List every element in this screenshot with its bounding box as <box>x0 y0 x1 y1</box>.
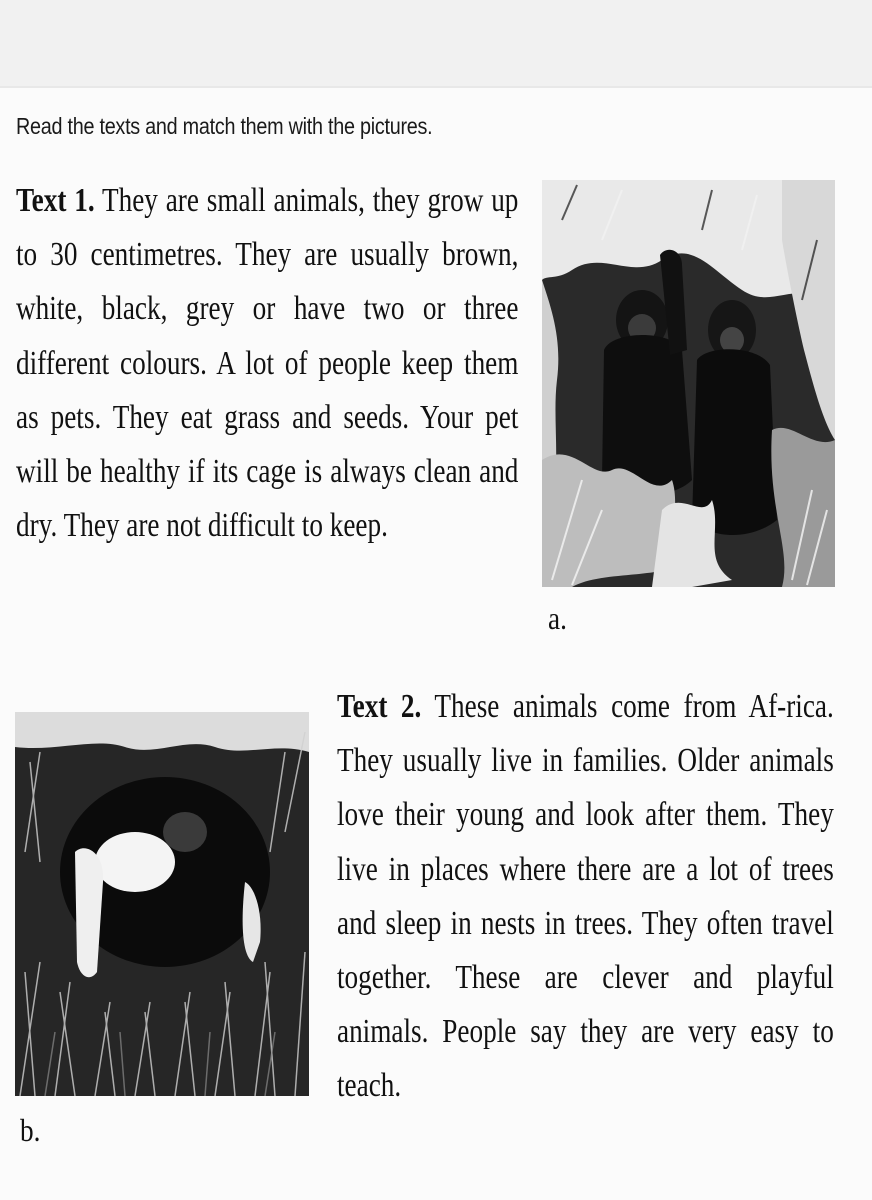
text-1-paragraph <box>16 174 519 553</box>
picture-a-label: a. <box>548 600 567 636</box>
exercise-instruction: Read the texts and match them with the pictures. <box>16 113 433 139</box>
text-2-heading: Text 2. <box>337 688 422 725</box>
scan-page-edge <box>0 86 872 88</box>
text-1-heading: Text 1. <box>16 182 95 219</box>
picture-b-guinea-pig <box>15 712 309 1096</box>
chimpanzees-photo-graphic <box>542 180 835 587</box>
text-1-body: They are small animals, they grow up to 30 centimetres. They are usually brown, white, black, grey or have two or three different colours. A lot of people keep them as pets. They eat grass and seeds. Your pet will be healthy if its cage is always clean and dry. They are not difficult to keep. <box>16 182 519 545</box>
text-2-body: These animals come from Af-rica. They usually live in families. Older animals love their young and look after them. They live in places where there are a lot of trees and sleep in nests in trees. They often travel together. These are clever and playful animals. People say they are very easy to teach. <box>337 688 834 1105</box>
guinea-pig-photo-graphic <box>15 712 309 1096</box>
scan-top-margin <box>0 0 872 88</box>
text-2-paragraph <box>337 680 834 1114</box>
picture-b-label: b. <box>20 1112 41 1148</box>
picture-a-chimpanzees <box>542 180 835 587</box>
